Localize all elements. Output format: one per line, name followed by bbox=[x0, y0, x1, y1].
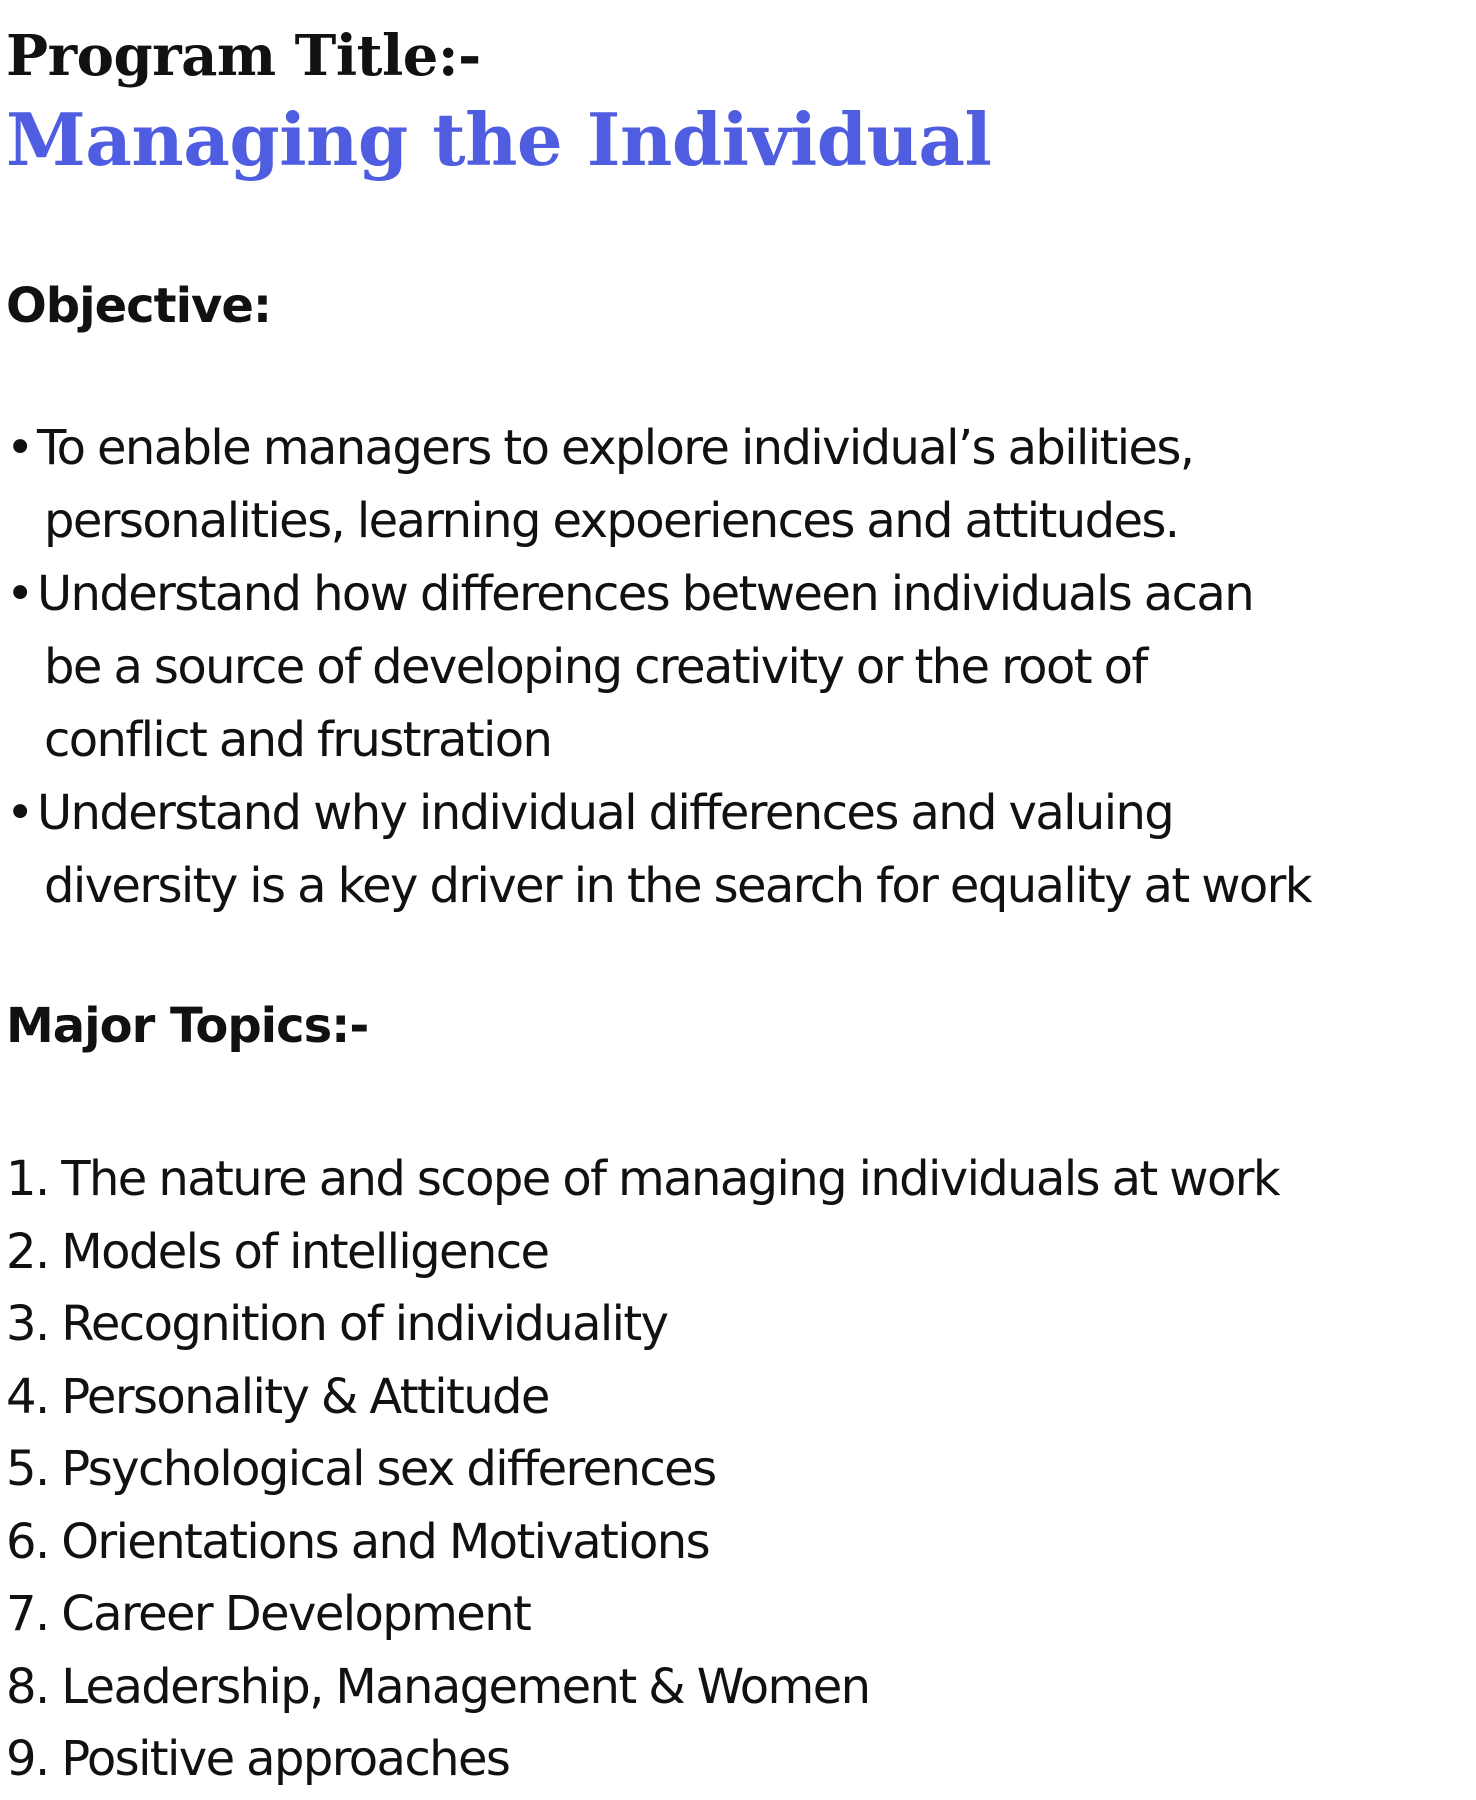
document-page bbox=[6, 0, 1472, 1800]
topic-item: 8. Leadership, Management & Women bbox=[6, 1658, 870, 1715]
objective-line: conflict and frustration bbox=[44, 712, 552, 768]
topic-item: 5. Psychological sex differences bbox=[6, 1441, 716, 1497]
objective-line: diversity is a key driver in the search for equality at work bbox=[44, 858, 1311, 914]
objective-item bbox=[6, 412, 1472, 558]
objective-line: To enable managers to explore individual’s abilities, bbox=[37, 420, 1194, 476]
objective-line: personalities, learning expoeriences and attitudes. bbox=[44, 493, 1179, 549]
topic-item: 2. Models of intelligence bbox=[6, 1223, 549, 1280]
bullet-icon: • bbox=[6, 420, 33, 476]
topic-item: 4. Personality & Attitude bbox=[6, 1368, 549, 1425]
major-topics-list bbox=[6, 1143, 1472, 1796]
objective-item bbox=[6, 558, 1472, 777]
program-title: Managing the Individual bbox=[6, 97, 992, 182]
program-title-label: Program Title:- bbox=[6, 23, 481, 89]
topic-item: 3. Recognition of individuality bbox=[6, 1296, 668, 1352]
objective-line: be a source of developing creativity or the root of bbox=[44, 639, 1147, 695]
objective-heading: Objective: bbox=[6, 278, 272, 334]
bullet-icon: • bbox=[6, 566, 33, 622]
objective-line: Understand why individual differences and valuing bbox=[37, 785, 1174, 841]
objective-line: Understand how differences between individuals acan bbox=[37, 566, 1254, 622]
topic-item: 1. The nature and scope of managing individuals at work bbox=[6, 1151, 1280, 1207]
bullet-icon: • bbox=[6, 785, 33, 841]
topic-item: 9. Positive approaches bbox=[6, 1731, 510, 1787]
topic-item: 6. Orientations and Motivations bbox=[6, 1513, 709, 1570]
objective-list bbox=[6, 412, 1472, 923]
major-topics-heading: Major Topics:- bbox=[6, 998, 369, 1054]
topic-item: 7. Career Development bbox=[6, 1586, 531, 1642]
objective-item bbox=[6, 777, 1472, 923]
